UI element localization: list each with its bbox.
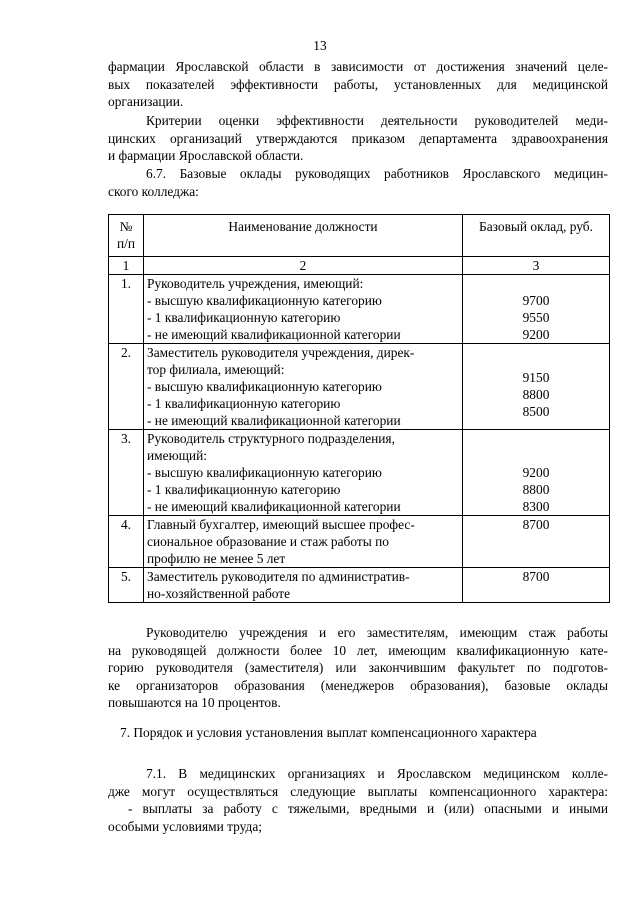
salary-value <box>466 344 606 361</box>
position-line: - не имеющий квалификационной категории <box>147 413 401 428</box>
position-line: - высшую квалификационную категорию <box>147 379 382 394</box>
text-line: повышаются на 10 процентов. <box>108 695 281 711</box>
position-name <box>144 344 463 430</box>
table-row <box>109 275 610 344</box>
position-line: - 1 квалификационную категорию <box>147 310 341 325</box>
salary-value: 9200 <box>522 327 550 342</box>
position-line: Руководитель учреждения, имеющий: <box>147 276 364 291</box>
text-line: Руководителю учреждения и его заместителям, имеющим стаж работы <box>146 625 608 640</box>
header-salary: Базовый оклад, руб. <box>463 215 610 257</box>
position-line: - высшую квалификационную категорию <box>147 293 382 308</box>
position-line: Руководитель структурного подразделения, <box>147 431 395 446</box>
salary-value: 9150 <box>522 370 550 385</box>
text-line: на руководящей должности более 10 лет, имеющим квалификационную кате- <box>108 642 608 658</box>
salary-value <box>466 275 606 292</box>
table-header-row <box>109 215 610 257</box>
salary-value: 9550 <box>522 310 550 325</box>
position-line: тор филиала, имеющий: <box>147 362 285 377</box>
position-line: - не имеющий квалификационной категории <box>147 327 401 342</box>
position-line: Главный бухгалтер, имеющий высшее профес- <box>147 517 415 532</box>
position-line: но-хозяйственной работе <box>147 586 291 601</box>
text-line: фармации Ярославской области в зависимости от достижения значений целе- <box>108 59 608 74</box>
position-name <box>144 568 463 603</box>
position-line: - 1 квалификационную категорию <box>147 396 341 411</box>
position-name <box>144 275 463 344</box>
row-number: 3. <box>109 430 144 516</box>
text-line: 7.1. В медицинских организациях и Ярославском медицинском колле- <box>146 766 608 781</box>
col-number: 1 <box>109 257 144 275</box>
row-number: 2. <box>109 344 144 430</box>
text-line: ского колледжа: <box>108 183 199 199</box>
position-name <box>144 430 463 516</box>
salary-value <box>466 361 606 369</box>
salary-value: 8700 <box>522 569 550 584</box>
criteria-paragraph <box>108 112 608 165</box>
salary-value: 8800 <box>522 482 550 497</box>
salary-table <box>108 214 610 603</box>
col-number: 2 <box>144 257 463 275</box>
header-num <box>109 215 144 257</box>
row-number: 4. <box>109 516 144 568</box>
text-line: вых показателей эффективности работы, установленных для медицинской <box>108 76 608 92</box>
salary-values <box>463 516 610 568</box>
header-num-line: п/п <box>116 236 136 251</box>
salary-value: 8500 <box>522 404 550 419</box>
position-line: - не имеющий квалификационной категории <box>147 499 401 514</box>
salary-value: 8300 <box>522 499 550 514</box>
position-line: профилю не менее 5 лет <box>147 551 286 566</box>
position-line: имеющий: <box>147 448 207 463</box>
table-row <box>109 344 610 430</box>
salary-value: 9700 <box>522 293 550 308</box>
text-line: Критерии оценки эффективности деятельности руководителей меди- <box>146 113 608 128</box>
salary-values <box>463 344 610 430</box>
section-6-7-paragraph <box>108 165 608 200</box>
text-line: цинских организаций утверждаются приказом департамента здравоохранения <box>108 130 608 146</box>
table-column-numbers-row <box>109 257 610 275</box>
position-line: Заместитель руководителя учреждения, дирек- <box>147 345 415 360</box>
row-number: 1. <box>109 275 144 344</box>
salary-values <box>463 430 610 516</box>
salary-value <box>466 447 606 464</box>
salary-value: 8700 <box>522 517 550 532</box>
position-line: - высшую квалификационную категорию <box>147 465 382 480</box>
position-line: Заместитель руководителя по административ- <box>147 569 410 584</box>
header-num-line: № <box>119 219 133 234</box>
col-number: 3 <box>463 257 610 275</box>
position-line: сиональное образование и стаж работы по <box>147 534 389 549</box>
salary-value: 9200 <box>522 465 550 480</box>
text-line: - выплаты за работу с тяжелыми, вредными и (или) опасными и иными <box>128 801 608 817</box>
salary-values <box>463 568 610 603</box>
text-line: горию руководителя (заместителя) или закончившим факультет по подготов- <box>108 660 608 676</box>
page-number: 13 <box>313 38 327 53</box>
text-line: ке организаторов образования (менеджеров образования), базовые оклады <box>108 677 608 693</box>
table-row <box>109 568 610 603</box>
salary-values <box>463 275 610 344</box>
table-row <box>109 430 610 516</box>
salary-value: 8800 <box>522 387 550 402</box>
bonus-paragraph <box>108 624 608 712</box>
row-number: 5. <box>109 568 144 603</box>
section-7-1-paragraph <box>108 765 608 835</box>
table-row <box>109 516 610 568</box>
position-line: - 1 квалификационную категорию <box>147 482 341 497</box>
intro-paragraph <box>108 58 608 111</box>
text-line: и фармации Ярославской области. <box>108 148 304 164</box>
text-line: организации. <box>108 94 184 110</box>
header-name: Наименование должности <box>144 215 463 257</box>
text-line: дже могут осуществляться следующие выплаты компенсационного характера: <box>108 783 608 799</box>
section-7-heading: 7. Порядок и условия установления выплат компенсационного характера <box>120 725 537 740</box>
text-line: 6.7. Базовые оклады руководящих работников Ярославского медицин- <box>146 166 608 181</box>
position-name <box>144 516 463 568</box>
text-line: особыми условиями труда; <box>108 818 262 834</box>
salary-value <box>466 430 606 447</box>
